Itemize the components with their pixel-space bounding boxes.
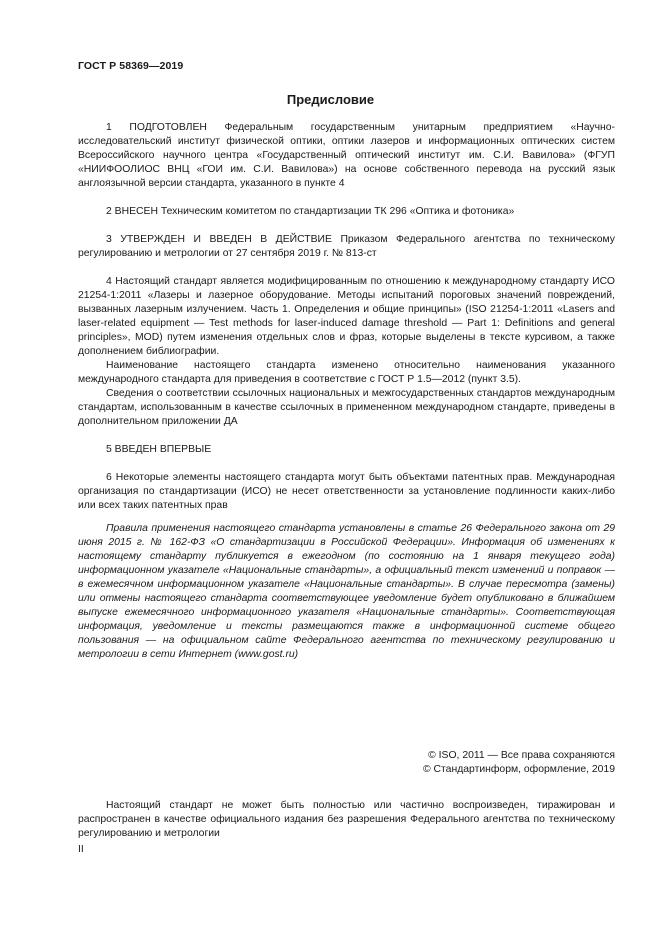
paragraph-patent-rights: 6 Некоторые элементы настоящего стандарта могут быть объектами патентных прав. Международная организация по стандартизации (ИСО) не несет ответственности за установление подлинности каких-либо или всех таких патентных прав xyxy=(78,472,615,511)
application-rules-notice: Правила применения настоящего стандарта установлены в статье 26 Федерального закона от 29 июня 2015 г. № 162-ФЗ «О стандартизации в Российской Федерации». Информация об изменениях к настоящему стандарту публикуется в ежегодном (по состоянию на 1 января текущего года) информационном указателе «Национальные стандарты», а официальный текст изменений и поправок — в ежемесячном информационном указателе «Национальные стандарты». В случае пересмотра (замены) или отмены настоящего стандарта соответствующее уведомление будет опубликовано в ближайшем выпуске ежемесячного информационного указателя «Национальные стандарты». Соответствующая информация, уведомление и тексты размещаются также в информационной системе общего пользования — на официальном сайте Федерального агентства по техническому регулированию и метрологии в сети Интернет (www.gost.ru) xyxy=(78,523,615,660)
copyright-publisher: © Стандартинформ, оформление, 2019 xyxy=(422,764,615,775)
copyright-iso: © ISO, 2011 — Все права сохраняются xyxy=(428,750,615,761)
page-title: Предисловие xyxy=(286,92,375,107)
standard-id-header: ГОСТ Р 58369—2019 xyxy=(78,60,184,72)
paragraph-prepared-by: 1 ПОДГОТОВЛЕН Федеральным государственным унитарным предприятием «Научно-исследовательский институт физической оптики, оптики лазеров и информационных оптических систем Всероссийского научного центра «Государственный оптический институт им. С.И. Вавилова» (ФГУП «НИИФООЛИОС ВНЦ «ГОИ им. С.И. Вавилова») на основе собственного перевода на русский язык англоязычной версии стандарта, указанного в пункте 4 xyxy=(78,122,615,189)
paragraph-references-info: Сведения о соответствии ссылочных национальных и межгосударственных стандартов международным стандартам, использованным в качестве ссылочных в примененном международном стандарте, приведены в дополнительном приложении ДА xyxy=(78,388,615,427)
preface-body xyxy=(78,121,615,513)
paragraph-introduced-by: 2 ВНЕСЕН Техническим комитетом по стандартизации ТК 296 «Оптика и фотоника» xyxy=(106,206,515,217)
paragraph-approved: 3 УТВЕРЖДЕН И ВВЕДЕН В ДЕЙСТВИЕ Приказом Федерального агентства по техническому регулированию и метрологии от 27 сентября 2019 г. № 813-ст xyxy=(78,234,615,259)
paragraph-modified-standard: 4 Настоящий стандарт является модифицированным по отношению к международному стандарту ИСО 21254-1:2011 «Лазеры и лазерное оборудование. Методы испытаний пороговых значений повреждений, вызванных лазерным излучением. Часть 1. Определения и общие принципы» (ISO 21254-1:2011 «Lasers and laser-related equipment — Test methods for laser-induced damage threshold — Part 1: Definitions and general principles», MOD) путем изменения отдельных слов и фраз, которые выделены в тексте курсивом, а также дополнением библиографии. xyxy=(78,276,615,357)
paragraph-introduced-first: 5 ВВЕДЕН ВПЕРВЫЕ xyxy=(106,444,212,455)
reproduction-notice: Настоящий стандарт не может быть полностью или частично воспроизведен, тиражирован и распространен в качестве официального издания без разрешения Федерального агентства по техническому регулированию и метрологии xyxy=(78,800,615,839)
copyright-block xyxy=(423,749,615,777)
page-number: II xyxy=(78,844,84,855)
paragraph-name-changed: Наименование настоящего стандарта изменено относительно наименования указанного международного стандарта для приведения в соответствие с ГОСТ Р 1.5—2012 (пункт 3.5). xyxy=(78,360,615,385)
